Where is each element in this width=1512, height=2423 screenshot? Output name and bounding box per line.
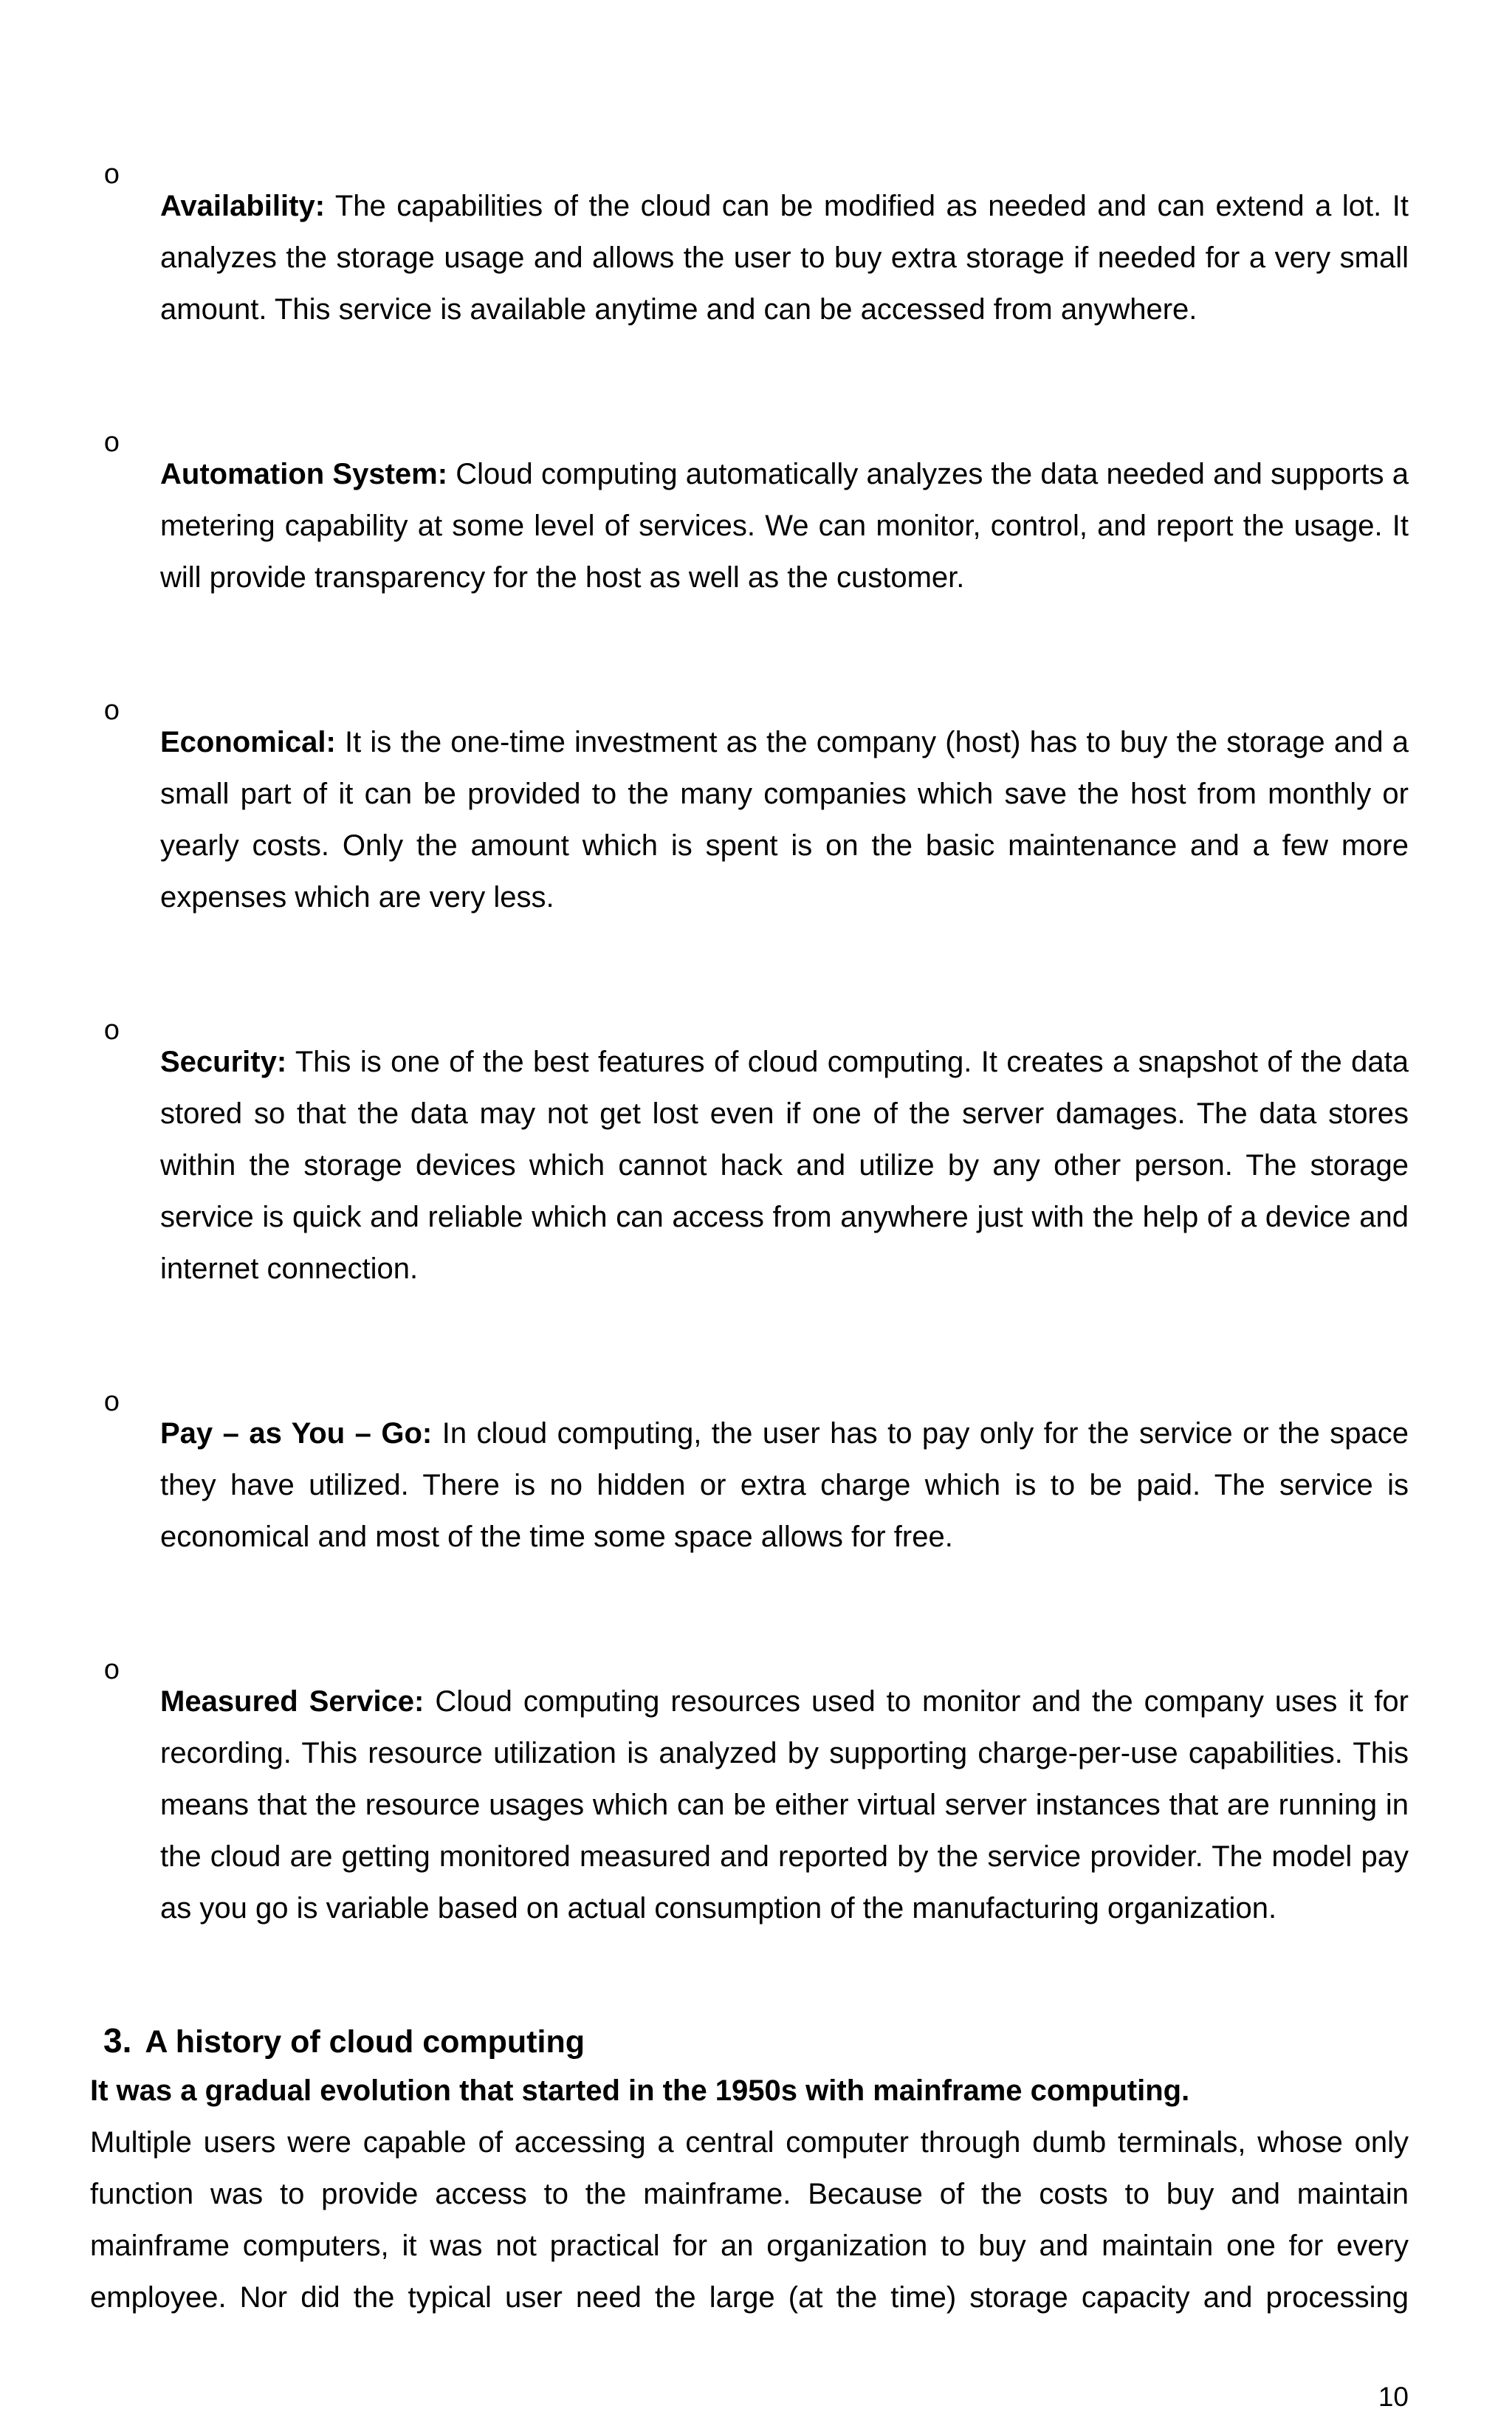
- bullet-marker: o: [103, 428, 120, 460]
- bullet-paragraph: [160, 1036, 1409, 1295]
- bullet-marker: o: [103, 1016, 120, 1048]
- bullet-item-availability: [90, 151, 1409, 365]
- bullet-title: Availability:: [160, 190, 326, 222]
- bullet-item-pay-as-you-go: [90, 1378, 1409, 1592]
- bullet-body-text: It is the one-time investment as the company (host) has to buy the storage and a small part of it can be provided to the many companies which save the host from monthly or yearly costs. Only the amount which is spent is on the basic maintenance and a few more expenses which are very less.: [160, 726, 1409, 914]
- bullet-item-security: [90, 1007, 1409, 1324]
- bullet-marker: o: [103, 1656, 120, 1687]
- bullet-paragraph: [160, 180, 1409, 335]
- section-heading-history: [103, 2018, 1409, 2065]
- bullet-marker: o: [103, 1388, 120, 1419]
- bullet-item-measured-service: [90, 1646, 1409, 1964]
- bullet-item-automation-system: [90, 419, 1409, 633]
- bullet-title: Measured Service:: [160, 1685, 425, 1718]
- bullet-body-text: Cloud computing resources used to monitor and the company uses it for recording. This resource utilization is analyzed by supporting charge-per-use capabilities. This means that the resource usages which can be either virtual server instances that are running in the cloud are getting monitored measured and reported by the service provider. The model pay as you go is variable based on actual consumption of the manufacturing organization.: [160, 1685, 1409, 1925]
- bullet-paragraph: [160, 1408, 1409, 1563]
- bullet-marker: o: [103, 160, 120, 192]
- section-number: 3.: [103, 2021, 132, 2060]
- bullet-paragraph: [160, 1676, 1409, 1934]
- bullet-title: Automation System:: [160, 458, 448, 490]
- bullet-body-text: This is one of the best features of cloud computing. It creates a snapshot of the data stored so that the data may not get lost even if one of the server damages. The data stores within the storage devices which cannot hack and utilize by any other person. The storage service is quick and reliable which can access from anywhere just with the help of a device and internet connection.: [160, 1046, 1409, 1285]
- bullet-body-text: Cloud computing automatically analyzes the data needed and supports a metering capability at some level of services. We can monitor, control, and report the usage. It will provide transparency for the host as well as the customer.: [160, 458, 1409, 594]
- bullet-title: Economical:: [160, 726, 336, 758]
- body-paragraph: Multiple users were capable of accessing a central computer through dumb terminals, whose only function was to provide access to the mainframe. Because of the costs to buy and maintain mainframe computers, it was not practical for an organization to buy and maintain one for every employee. Nor did the typical user need the large (at the time) storage capacity and processing: [90, 2126, 1409, 2314]
- bullet-paragraph: [160, 716, 1409, 923]
- lead-paragraph: It was a gradual evolution that started in the 1950s with mainframe computing.: [90, 2074, 1190, 2107]
- bullet-paragraph: [160, 448, 1409, 603]
- bullet-body-text: The capabilities of the cloud can be modified as needed and can extend a lot. It analyzes the storage usage and allows the user to buy extra storage if needed for a very small amount. This service is available anytime and can be accessed from anywhere.: [160, 190, 1409, 326]
- bullet-marker: o: [103, 696, 120, 728]
- section-title: A history of cloud computing: [145, 2024, 585, 2060]
- bullet-title: Security:: [160, 1046, 287, 1078]
- page-number: 10: [1378, 2382, 1409, 2412]
- bullet-body-text: In cloud computing, the user has to pay only for the service or the space they have utilized. There is no hidden or extra charge which is to be paid. The service is economical and most of the time some space allows for free.: [160, 1417, 1409, 1553]
- feature-bullet-list: [90, 151, 1409, 1964]
- bullet-item-economical: [90, 687, 1409, 953]
- bullet-title: Pay – as You – Go:: [160, 1417, 433, 1450]
